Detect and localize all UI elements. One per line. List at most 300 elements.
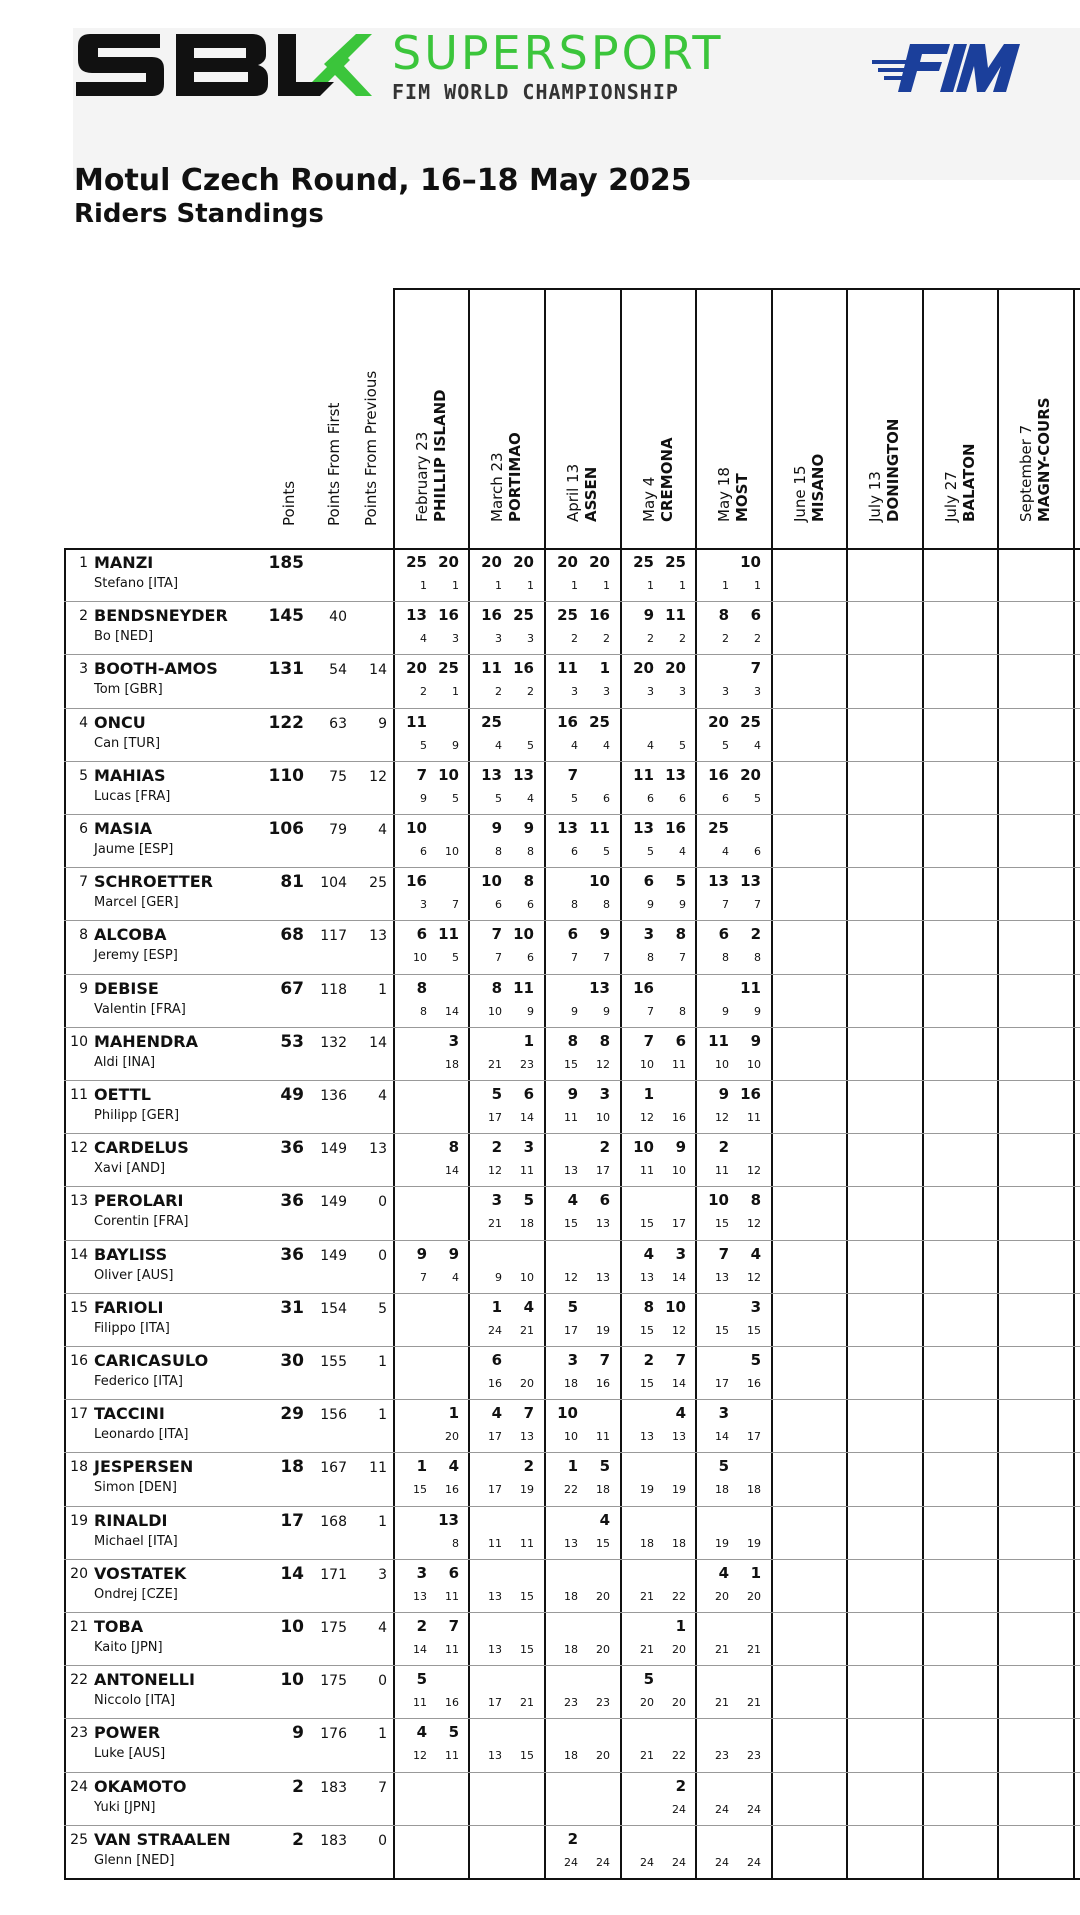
row-divider: [64, 654, 1080, 655]
points-from-previous: 0: [378, 1247, 387, 1264]
race1-position: 24: [640, 1855, 654, 1869]
race1-points: 8: [491, 978, 502, 997]
race1-points: 9: [567, 1085, 578, 1103]
rider-points: 36: [280, 1138, 304, 1159]
race1-position: 5: [571, 791, 578, 805]
rider-surname: FARIOLI: [94, 1297, 164, 1317]
rider-surname: SCHROETTER: [94, 872, 213, 892]
race1-position: 9: [647, 898, 654, 912]
round-column-divider: [695, 288, 697, 1880]
race2-position: 10: [520, 1270, 534, 1284]
rider-points: 18: [280, 1457, 304, 1478]
rider-surname: TACCINI: [94, 1404, 165, 1424]
race2-points: 3: [675, 1244, 686, 1263]
race2-position: 20: [596, 1643, 610, 1656]
race1-points: 3: [643, 925, 654, 944]
rider-points: 49: [280, 1085, 304, 1105]
race2-points: 6: [448, 1563, 459, 1582]
rider-firstname-nation: Xavi [AND]: [94, 1161, 166, 1177]
race1-position: 12: [413, 1749, 427, 1763]
row-divider: [64, 1133, 1080, 1134]
points-from-previous: 1: [378, 1726, 387, 1743]
race2-points: 20: [513, 553, 534, 571]
race2-position: 13: [672, 1430, 686, 1444]
rider-firstname-nation: Yuki [JPN]: [94, 1799, 156, 1815]
race2-position: 23: [596, 1696, 610, 1710]
race2-position: 12: [747, 1164, 761, 1178]
rider-surname: DEBISE: [94, 978, 159, 998]
race2-position: 19: [520, 1483, 534, 1497]
round-column-divider: [468, 288, 470, 1880]
race2-position: 13: [596, 1217, 610, 1231]
race1-points: 3: [718, 1404, 729, 1423]
race2-points: 13: [665, 765, 686, 784]
race1-position: 17: [488, 1696, 502, 1710]
race2-position: 8: [754, 951, 761, 965]
points-from-previous: 1: [378, 1354, 387, 1370]
race1-points: 11: [708, 1031, 729, 1050]
race1-position: 17: [488, 1483, 502, 1497]
race2-position: 14: [672, 1270, 686, 1284]
race2-position: 9: [754, 1004, 761, 1018]
race1-position: 5: [647, 845, 654, 858]
rider-firstname-nation: Leonardo [ITA]: [94, 1427, 189, 1443]
points-from-previous: 0: [378, 1832, 387, 1849]
rider-firstname-nation: Philipp [GER]: [94, 1108, 180, 1123]
race1-position: 17: [488, 1430, 502, 1444]
race2-position: 16: [596, 1377, 610, 1390]
race1-position: 18: [715, 1483, 729, 1497]
race2-position: 22: [672, 1749, 686, 1763]
race2-position: 18: [747, 1483, 761, 1497]
points-from-first: 149: [320, 1194, 347, 1211]
points-from-first: 118: [320, 981, 347, 998]
round-date: July 27: [942, 471, 960, 522]
race1-position: 1: [647, 579, 654, 592]
points-from-previous: 3: [378, 1566, 387, 1583]
race2-points: 11: [740, 978, 761, 997]
standings-subtitle: Riders Standings: [74, 199, 324, 229]
race1-points: 1: [567, 1457, 578, 1476]
race2-points: 5: [523, 1191, 534, 1210]
round-header: [791, 454, 827, 522]
race1-points: 4: [567, 1191, 578, 1210]
race1-position: 9: [495, 1270, 502, 1284]
rider-surname: OKAMOTO: [94, 1776, 187, 1796]
race2-position: 4: [754, 738, 761, 752]
race2-points: 20: [438, 553, 459, 571]
race1-position: 2: [420, 685, 427, 699]
rider-rank: 15: [70, 1299, 88, 1316]
rider-firstname-nation: Filippo [ITA]: [94, 1320, 170, 1336]
race2-points: 1: [750, 1563, 761, 1582]
round-column-divider: [846, 288, 848, 1880]
race2-points: 3: [448, 1031, 459, 1050]
rider-rank: 9: [79, 980, 88, 997]
race1-points: 9: [718, 1085, 729, 1103]
row-divider: [64, 974, 1080, 975]
race2-points: 6: [750, 606, 761, 625]
rider-surname: BENDSNEYDER: [94, 606, 228, 626]
race2-points: 9: [599, 925, 610, 944]
race2-position: 1: [452, 579, 459, 592]
rider-surname: JESPERSEN: [94, 1457, 194, 1477]
round-track: PHILLIP ISLAND: [431, 389, 449, 522]
race2-points: 25: [438, 659, 459, 678]
race2-position: 13: [520, 1430, 534, 1444]
race2-position: 1: [603, 579, 610, 592]
points-from-previous: 9: [378, 715, 387, 732]
race1-points: 1: [491, 1297, 502, 1316]
rider-rank: 13: [70, 1193, 88, 1210]
race1-points: 11: [633, 765, 654, 784]
rider-rank: 17: [70, 1406, 88, 1423]
race2-position: 15: [747, 1323, 761, 1337]
race2-position: 7: [452, 898, 459, 912]
race2-points: 2: [750, 925, 761, 944]
race1-position: 21: [640, 1643, 654, 1656]
rider-points: 110: [268, 765, 304, 786]
points-from-first: 156: [320, 1407, 347, 1424]
round-header: [866, 419, 902, 522]
race1-points: 8: [416, 978, 427, 997]
race1-position: 15: [564, 1057, 578, 1071]
race1-points: 25: [557, 606, 578, 625]
race2-position: 8: [679, 1004, 686, 1018]
rider-firstname-nation: Can [TUR]: [94, 735, 161, 751]
points-from-first: 136: [320, 1088, 347, 1104]
race1-position: 15: [564, 1217, 578, 1231]
round-track: ASSEN: [582, 466, 600, 522]
race1-position: 13: [640, 1430, 654, 1444]
race1-points: 4: [491, 1404, 502, 1423]
points-from-first: 117: [320, 928, 347, 945]
points-from-first: 75: [329, 768, 347, 785]
race2-position: 19: [672, 1483, 686, 1497]
rider-firstname-nation: Stefano [ITA]: [94, 576, 179, 591]
points-from-previous: 0: [378, 1673, 387, 1690]
race1-points: 25: [708, 819, 729, 837]
race2-points: 11: [665, 606, 686, 625]
race2-position: 3: [527, 632, 534, 646]
row-divider: [64, 1506, 1080, 1507]
race1-position: 15: [640, 1377, 654, 1390]
round-column-divider: [997, 288, 999, 1880]
points-from-first: 171: [320, 1566, 347, 1583]
race2-position: 20: [672, 1643, 686, 1656]
race2-position: 12: [672, 1323, 686, 1337]
row-divider: [64, 1293, 1080, 1294]
race2-position: 19: [596, 1323, 610, 1337]
race1-position: 10: [640, 1057, 654, 1071]
rider-firstname-nation: Valentin [FRA]: [94, 1001, 186, 1017]
race2-position: 14: [445, 1164, 459, 1178]
race2-points: 8: [599, 1031, 610, 1050]
race1-position: 15: [640, 1323, 654, 1337]
race2-points: 3: [523, 1138, 534, 1157]
points-from-first: 149: [320, 1141, 347, 1158]
race2-position: 12: [747, 1270, 761, 1284]
race2-points: 3: [599, 1085, 610, 1103]
race1-points: 20: [406, 659, 427, 678]
race1-position: 6: [722, 791, 729, 805]
race1-position: 7: [722, 898, 729, 912]
race2-points: 16: [665, 819, 686, 837]
rider-firstname-nation: Ondrej [CZE]: [94, 1586, 178, 1602]
race2-points: 2: [675, 1776, 686, 1795]
race1-points: 7: [718, 1244, 729, 1263]
row-divider: [64, 1080, 1080, 1081]
race1-position: 4: [420, 632, 427, 646]
points-from-previous: 25: [369, 875, 387, 892]
race1-position: 14: [715, 1430, 729, 1444]
race2-position: 24: [596, 1855, 610, 1869]
race2-position: 6: [754, 845, 761, 858]
race2-position: 20: [596, 1589, 610, 1603]
race1-points: 8: [567, 1031, 578, 1050]
rider-surname: MASIA: [94, 819, 153, 838]
col-points-header: Points: [280, 480, 298, 526]
rider-firstname-nation: Lucas [FRA]: [94, 788, 171, 804]
rider-firstname-nation: Marcel [GER]: [94, 895, 179, 911]
col-from-first-header: Points From First: [325, 402, 343, 526]
rider-rank: 8: [79, 927, 88, 944]
race2-points: 9: [750, 1031, 761, 1050]
race1-points: 16: [406, 872, 427, 891]
championship-subtitle: FIM WORLD CHAMPIONSHIP: [392, 80, 679, 104]
points-from-previous: 13: [369, 928, 387, 945]
race1-position: 22: [564, 1483, 578, 1497]
points-from-first: 149: [320, 1247, 347, 1264]
race1-position: 8: [647, 951, 654, 965]
race1-points: 9: [416, 1244, 427, 1263]
rider-points: 29: [280, 1404, 304, 1425]
race1-position: 2: [647, 632, 654, 646]
round-date: March 23: [488, 452, 506, 522]
race2-position: 24: [747, 1855, 761, 1869]
rider-rank: 3: [79, 661, 88, 678]
points-from-previous: 11: [369, 1460, 387, 1477]
race1-points: 10: [708, 1191, 729, 1210]
race2-points: 4: [599, 1510, 610, 1529]
race2-points: 16: [513, 659, 534, 678]
race2-position: 1: [679, 579, 686, 592]
race2-points: 9: [675, 1138, 686, 1157]
race1-position: 12: [715, 1111, 729, 1124]
race1-position: 13: [564, 1164, 578, 1178]
race1-points: 13: [406, 606, 427, 625]
race1-position: 10: [564, 1430, 578, 1444]
race2-points: 20: [665, 659, 686, 678]
rider-rank: 5: [79, 767, 88, 784]
race2-points: 5: [750, 1351, 761, 1369]
race1-position: 12: [640, 1111, 654, 1124]
race2-position: 8: [527, 845, 534, 858]
race2-points: 8: [523, 872, 534, 891]
rider-rank: 4: [79, 714, 88, 731]
race2-position: 7: [679, 951, 686, 965]
row-divider: [64, 1612, 1080, 1613]
race1-position: 3: [647, 685, 654, 699]
race1-position: 6: [571, 845, 578, 858]
rider-rank: 18: [70, 1459, 88, 1476]
race2-points: 11: [589, 819, 610, 837]
race2-points: 8: [750, 1191, 761, 1210]
race2-points: 13: [740, 872, 761, 891]
race1-points: 16: [708, 765, 729, 784]
race2-points: 16: [589, 606, 610, 625]
race2-position: 14: [520, 1111, 534, 1124]
race1-position: 15: [640, 1217, 654, 1231]
rider-surname: CARDELUS: [94, 1138, 189, 1158]
race1-points: 9: [491, 819, 502, 837]
race1-position: 13: [715, 1270, 729, 1284]
round-column-divider: [771, 288, 773, 1880]
race2-points: 20: [589, 553, 610, 571]
race1-points: 11: [406, 712, 427, 731]
race1-position: 8: [571, 898, 578, 912]
race1-position: 18: [564, 1589, 578, 1603]
round-track: MAGNY-COURS: [1035, 397, 1053, 522]
round-header: [640, 437, 676, 522]
rider-points: 10: [280, 1670, 304, 1691]
race1-position: 11: [564, 1111, 578, 1124]
race2-position: 12: [747, 1217, 761, 1231]
race2-points: 25: [513, 606, 534, 625]
rider-points: 10: [280, 1617, 304, 1637]
race1-position: 24: [715, 1855, 729, 1869]
round-date: February 23: [413, 431, 431, 522]
rider-rank: 7: [79, 874, 88, 891]
race2-position: 2: [679, 632, 686, 646]
race1-position: 17: [564, 1323, 578, 1337]
race2-position: 21: [747, 1696, 761, 1710]
rider-firstname-nation: Bo [NED]: [94, 629, 154, 645]
race2-position: 11: [747, 1111, 761, 1124]
race1-position: 13: [488, 1749, 502, 1763]
race1-position: 15: [715, 1323, 729, 1337]
race1-points: 6: [567, 925, 578, 944]
points-from-first: 183: [320, 1779, 347, 1796]
rider-rank: 25: [70, 1831, 88, 1848]
rider-surname: VAN STRAALEN: [94, 1829, 231, 1849]
race1-position: 4: [722, 845, 729, 858]
race2-position: 10: [672, 1164, 686, 1178]
race2-position: 18: [520, 1217, 534, 1231]
race1-position: 18: [564, 1643, 578, 1656]
race2-position: 11: [520, 1536, 534, 1550]
col-from-previous-header: Points From Previous: [362, 370, 380, 526]
round-date: April 13: [564, 463, 582, 522]
rider-firstname-nation: Federico [ITA]: [94, 1374, 184, 1389]
race1-points: 10: [406, 819, 427, 837]
rider-rank: 23: [70, 1725, 88, 1742]
points-from-previous: 0: [378, 1194, 387, 1211]
race1-points: 25: [633, 553, 654, 571]
race1-points: 20: [481, 553, 502, 571]
race2-position: 11: [445, 1589, 459, 1603]
race1-points: 3: [567, 1351, 578, 1369]
rider-rank: 12: [70, 1140, 88, 1157]
round-date: July 13: [866, 471, 884, 522]
race1-position: 21: [488, 1217, 502, 1231]
race1-position: 5: [495, 791, 502, 805]
race1-position: 5: [722, 738, 729, 752]
race2-points: 10: [438, 765, 459, 784]
race1-position: 21: [715, 1643, 729, 1656]
race2-points: 7: [523, 1404, 534, 1423]
race2-position: 11: [445, 1643, 459, 1656]
row-divider: [64, 1186, 1080, 1187]
points-from-first: 176: [320, 1726, 347, 1743]
points-from-previous: 4: [378, 1620, 387, 1636]
race2-points: 20: [740, 765, 761, 784]
race2-position: 5: [527, 738, 534, 752]
rider-surname: MAHIAS: [94, 765, 166, 785]
row-divider: [64, 1665, 1080, 1666]
race1-position: 12: [488, 1164, 502, 1178]
race2-points: 1: [448, 1404, 459, 1423]
race1-position: 6: [420, 845, 427, 858]
race2-position: 3: [452, 632, 459, 646]
race2-position: 15: [520, 1589, 534, 1603]
race2-position: 6: [679, 791, 686, 805]
rider-surname: ALCOBA: [94, 925, 167, 945]
points-from-previous: 1: [378, 1407, 387, 1424]
round-track: DONINGTON: [884, 418, 902, 522]
race2-points: 1: [599, 659, 610, 678]
race1-position: 9: [722, 1004, 729, 1018]
race1-position: 18: [564, 1749, 578, 1763]
race1-points: 4: [416, 1723, 427, 1742]
race1-position: 7: [420, 1270, 427, 1284]
race1-points: 25: [481, 712, 502, 731]
points-from-first: 175: [320, 1620, 347, 1636]
rider-surname: RINALDI: [94, 1510, 168, 1530]
race1-position: 2: [495, 685, 502, 699]
race2-position: 20: [520, 1377, 534, 1390]
race2-points: 8: [675, 925, 686, 944]
rider-firstname-nation: Corentin [FRA]: [94, 1214, 189, 1230]
race1-position: 4: [571, 738, 578, 752]
race2-position: 4: [527, 791, 534, 805]
race1-position: 15: [413, 1483, 427, 1497]
race1-position: 11: [413, 1696, 427, 1710]
points-from-previous: 4: [378, 822, 387, 838]
race1-position: 10: [413, 951, 427, 965]
race1-points: 5: [567, 1297, 578, 1316]
race1-position: 21: [715, 1696, 729, 1710]
race1-points: 7: [491, 925, 502, 944]
points-from-previous: 1: [378, 1513, 387, 1530]
race1-position: 21: [640, 1589, 654, 1603]
race2-position: 8: [603, 898, 610, 912]
rider-firstname-nation: Kaito [JPN]: [94, 1640, 163, 1655]
rider-firstname-nation: Jaume [ESP]: [94, 842, 174, 857]
race1-position: 13: [640, 1270, 654, 1284]
race1-points: 3: [491, 1191, 502, 1210]
race2-position: 6: [527, 951, 534, 965]
race1-position: 14: [413, 1643, 427, 1656]
row-divider: [64, 761, 1080, 762]
header-bottom-line: [64, 548, 1080, 550]
points-from-first: 168: [320, 1513, 347, 1530]
rider-surname: TOBA: [94, 1617, 144, 1636]
race1-points: 5: [491, 1085, 502, 1103]
race1-position: 4: [647, 738, 654, 752]
rider-rank: 6: [79, 821, 88, 837]
race2-position: 2: [603, 632, 610, 646]
